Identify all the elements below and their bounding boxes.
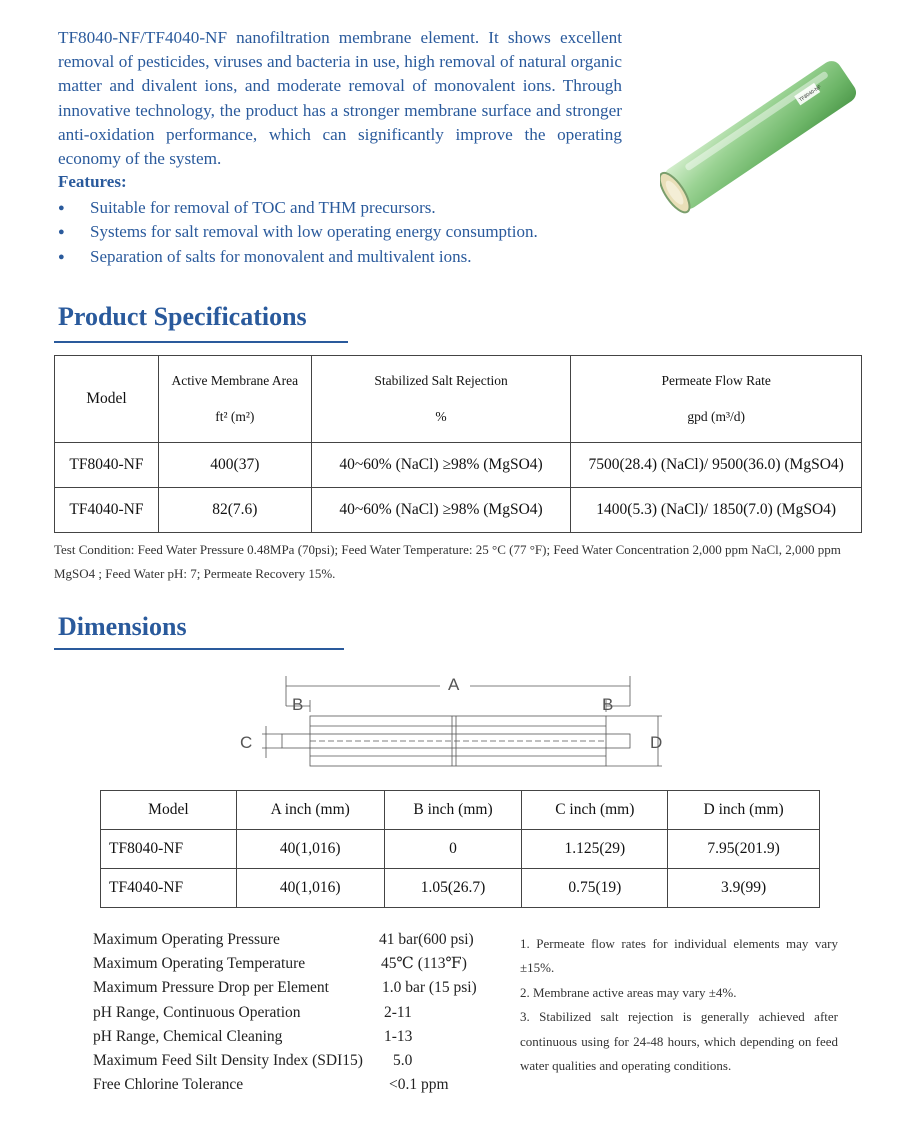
- spec-title: Product Specifications: [58, 302, 307, 331]
- dimensions-title: Dimensions: [58, 612, 187, 641]
- dimensions-title-underline: [54, 648, 344, 650]
- header-rejection: [311, 356, 571, 443]
- cell-c: 1.125(29): [522, 830, 668, 869]
- spec-header-row: [55, 356, 862, 443]
- footnote: 3. Stabilized salt rejection is generally achieved after continuous using for 24-48 hours, which depending on feed water qualities and operating conditions.: [520, 1009, 838, 1074]
- header-area: [158, 356, 311, 443]
- param-label: Maximum Operating Pressure: [93, 931, 280, 948]
- header-model: Model: [101, 791, 237, 830]
- cell-flow: 7500(28.4) (NaCl)/ 9500(36.0) (MgSO4): [571, 443, 862, 488]
- param-value: 45℃ (113℉): [381, 955, 467, 973]
- features-list: [58, 196, 538, 269]
- dim-label-a: A: [448, 675, 460, 694]
- membrane-element-image: [660, 40, 860, 230]
- cell-a: 40(1,016): [236, 830, 384, 869]
- param-label: pH Range, Continuous Operation: [93, 1003, 301, 1021]
- param-value: 5.0: [393, 1051, 413, 1069]
- cell-model: TF8040-NF: [101, 830, 237, 869]
- header-flow-label: Permeate Flow Rate: [661, 373, 771, 388]
- dimensions-header-row: [101, 791, 820, 830]
- cell-flow: 1400(5.3) (NaCl)/ 1850(7.0) (MgSO4): [571, 488, 862, 533]
- header-d: D inch (mm): [668, 791, 820, 830]
- header-area-unit: ft² (m²): [215, 409, 255, 424]
- header-model: Model: [55, 356, 159, 443]
- test-condition-note: Test Condition: Feed Water Pressure 0.48MPa (70psi); Feed Water Temperature: 25 °C (77 °F); Feed Water Concentration 2,000 ppm NaCl, 2,000 ppm MgSO4 ; Feed Water pH: 7; Permeate Recovery 15%.: [54, 542, 841, 581]
- dim-label-c: C: [240, 733, 253, 752]
- table-row: [101, 830, 820, 869]
- feature-item: ● Separation of salts for monovalent and multivalent ions.: [58, 245, 538, 269]
- cell-model: TF4040-NF: [55, 488, 159, 533]
- dim-label-b-right: B: [602, 695, 614, 714]
- cell-d: 3.9(99): [668, 869, 820, 908]
- cell-a: 40(1,016): [236, 869, 384, 908]
- footnotes: [520, 932, 838, 1078]
- param-label: Maximum Feed Silt Density Index (SDI15): [93, 1051, 363, 1069]
- footnote: 2. Membrane active areas may vary ±4%.: [520, 984, 737, 1000]
- param-value: 1-13: [384, 1027, 413, 1045]
- cell-c: 0.75(19): [522, 869, 668, 908]
- header-flow-unit: gpd (m³/d): [687, 409, 746, 424]
- cell-area: 82(7.6): [158, 488, 311, 533]
- cell-d: 7.95(201.9): [668, 830, 820, 869]
- table-row: [55, 443, 862, 488]
- features-title: Features:: [58, 172, 127, 191]
- intro-paragraph: TF8040-NF/TF4040-NF nanofiltration membrane element. It shows excellent removal of pesticides, viruses and bacteria in use, high removal of natural organic matter and divalent ions, and moderate removal of monovalent ions. Through innovative technology, the product has a stronger membrane surface and stronger anti-oxidation performance, which can significantly improve the operating economy of the system.: [58, 28, 622, 169]
- param-label: pH Range, Chemical Cleaning: [93, 1027, 283, 1045]
- feature-item: ● Systems for salt removal with low operating energy consumption.: [58, 220, 538, 244]
- dim-label-d: D: [650, 733, 663, 752]
- cell-area: 400(37): [158, 443, 311, 488]
- param-value: 1.0 bar (15 psi): [382, 979, 477, 997]
- param-label: Free Chlorine Tolerance: [93, 1076, 244, 1094]
- header-rejection-unit: %: [435, 409, 447, 424]
- table-row: [101, 869, 820, 908]
- cell-model: TF4040-NF: [101, 869, 237, 908]
- header-area-label: Active Membrane Area: [171, 373, 299, 388]
- header-rejection-label: Stabilized Salt Rejection: [374, 373, 508, 388]
- param-value: 2-11: [384, 1003, 412, 1021]
- dimension-diagram: [230, 668, 680, 778]
- footnote: 1. Permeate flow rates for individual elements may vary ±15%.: [520, 936, 838, 976]
- spec-table: [54, 355, 862, 533]
- dim-label-b-left: B: [292, 695, 304, 714]
- cell-rejection: 40~60% (NaCl) ≥98% (MgSO4): [311, 488, 571, 533]
- param-label: Maximum Operating Temperature: [93, 955, 306, 973]
- cell-model: TF8040-NF: [55, 443, 159, 488]
- table-row: [55, 488, 862, 533]
- param-value: 41 bar(600 psi): [379, 931, 474, 948]
- cell-b: 0: [384, 830, 522, 869]
- param-value: <0.1 ppm: [389, 1076, 449, 1094]
- header-flow: [571, 356, 862, 443]
- dimensions-table: [100, 790, 820, 908]
- spec-title-underline: [54, 341, 348, 343]
- feature-item: ● Suitable for removal of TOC and THM precursors.: [58, 196, 538, 220]
- header-a: A inch (mm): [236, 791, 384, 830]
- cell-b: 1.05(26.7): [384, 869, 522, 908]
- param-label: Maximum Pressure Drop per Element: [93, 979, 329, 997]
- header-c: C inch (mm): [522, 791, 668, 830]
- membrane-label: TF8040-NF: [798, 84, 823, 104]
- header-b: B inch (mm): [384, 791, 522, 830]
- cell-rejection: 40~60% (NaCl) ≥98% (MgSO4): [311, 443, 571, 488]
